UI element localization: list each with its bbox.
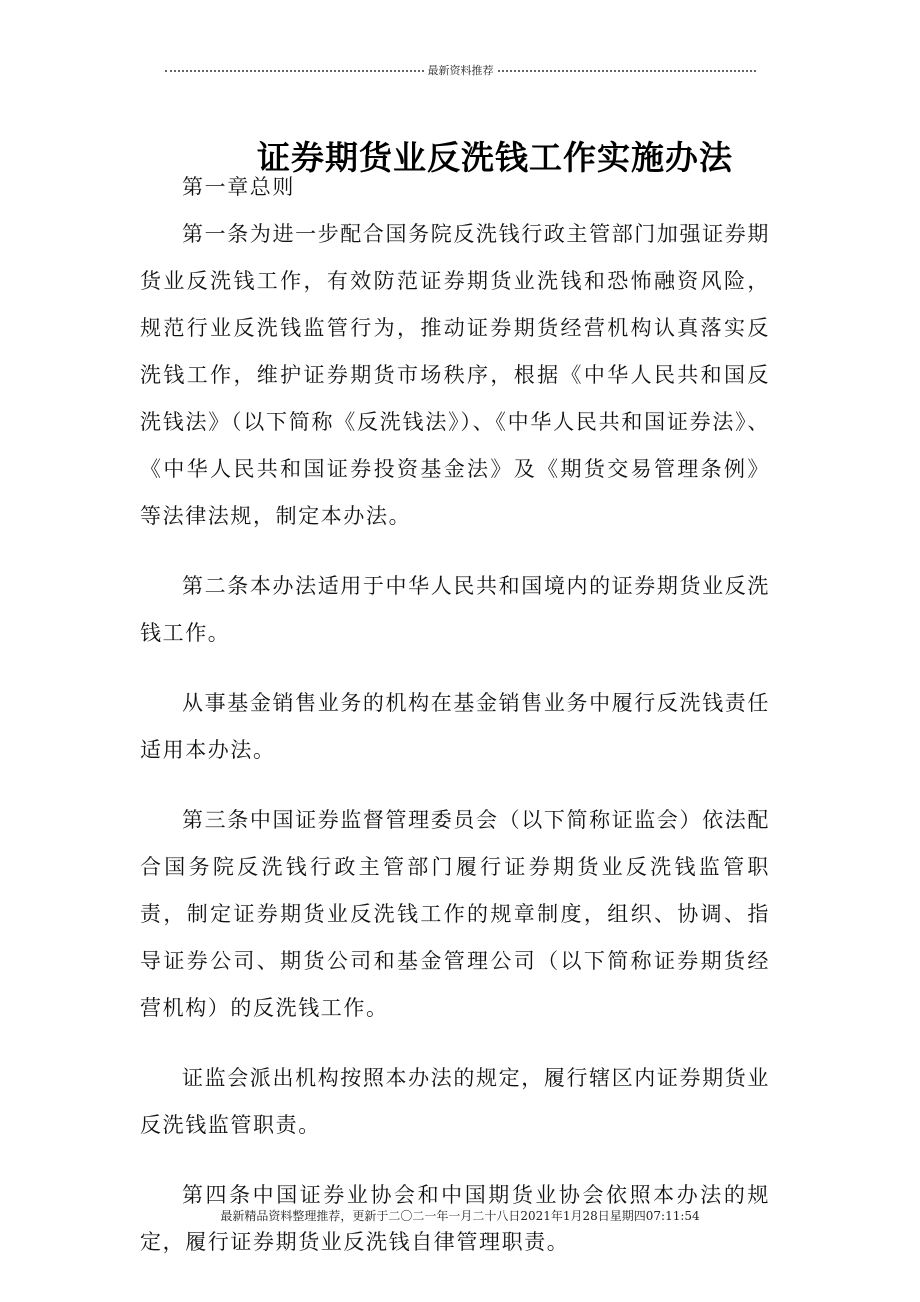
header-dotted-rule-left [165, 70, 424, 72]
header-label: 最新资料推荐 [427, 64, 494, 77]
article-1-paragraph: 第一条为进一步配合国务院反洗钱行政主管部门加强证券期货业反洗钱工作，有效防范证券期货业洗钱和恐怖融资风险，规范行业反洗钱监管行为，推动证券期货经营机构认真落实反洗钱工作，维护证券期货市场秩序，根据《中华人民共和国反洗钱法》（以下简称《反洗钱法》）、《中华人民共和国证券法》、《中华人民共和国证券投资基金法》及《期货交易管理条例》等法律法规，制定本办法。 [140, 222, 770, 528]
page-header [165, 64, 756, 78]
document-body [140, 164, 770, 1289]
chapter-heading: 第一章总则 [182, 175, 295, 199]
article-4-paragraph: 第四条中国证券业协会和中国期货业协会依照本办法的规定，履行证券期货业反洗钱自律管理职责。 [140, 1183, 770, 1254]
page-footer: 最新精品资料整理推荐，更新于二〇二一年一月二十八日2021年1月28日星期四07:11:54 [220, 1209, 700, 1223]
document-title: 证券期货业反洗钱工作实施办法 [257, 138, 733, 178]
article-3-paragraph: 第三条中国证券监督管理委员会（以下简称证监会）依法配合国务院反洗钱行政主管部门履行证券期货业反洗钱监管职责，制定证券期货业反洗钱工作的规章制度，组织、协调、指导证券公司、期货公司和基金管理公司（以下简称证券期货经营机构）的反洗钱工作。 [140, 808, 770, 1020]
csrc-branch-paragraph: 证监会派出机构按照本办法的规定，履行辖区内证券期货业反洗钱监管职责。 [140, 1066, 770, 1137]
header-dotted-rule-right [498, 70, 757, 72]
fund-sales-paragraph: 从事基金销售业务的机构在基金销售业务中履行反洗钱责任适用本办法。 [140, 691, 770, 762]
article-2-paragraph: 第二条本办法适用于中华人民共和国境内的证券期货业反洗钱工作。 [140, 574, 770, 645]
